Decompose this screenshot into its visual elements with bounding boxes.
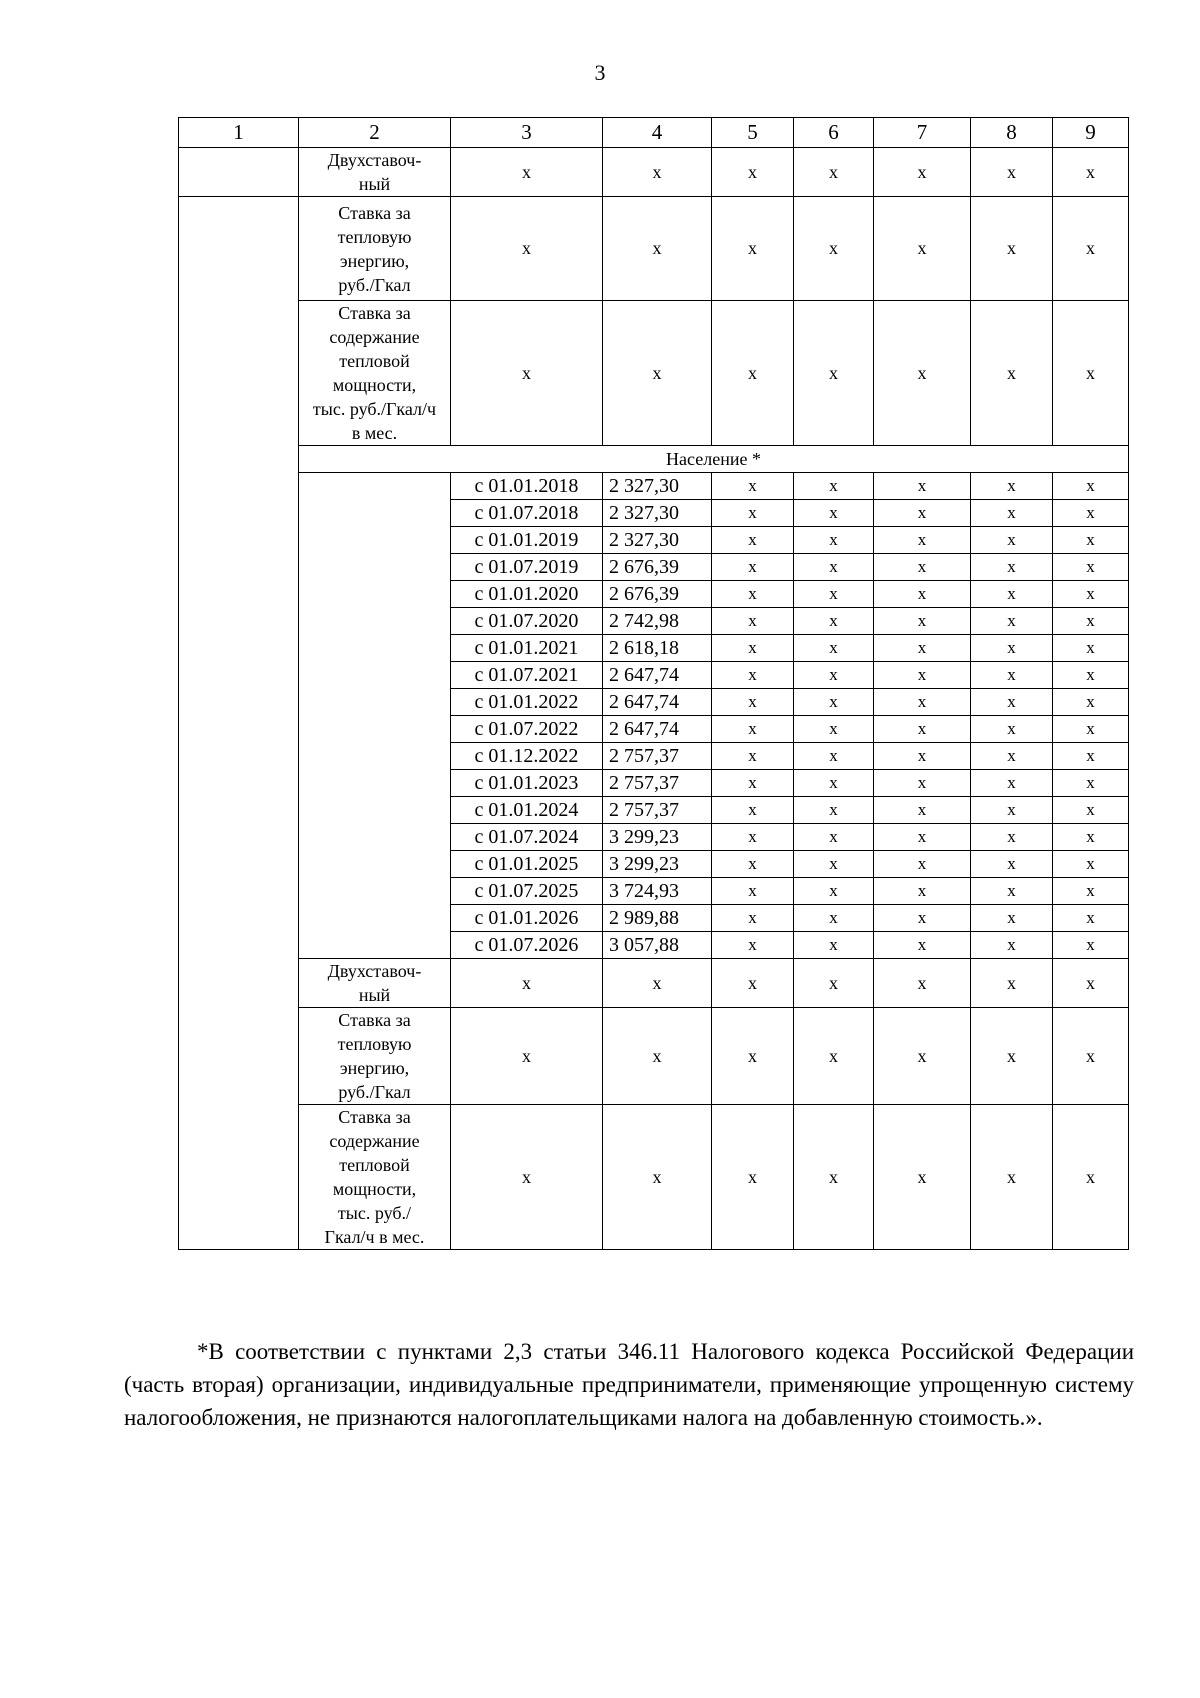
x-cell: x [971, 743, 1053, 770]
row-label [299, 301, 451, 446]
x-cell: x [794, 716, 874, 743]
x-cell: x [1053, 824, 1129, 851]
tariff-table [178, 117, 1129, 1250]
x-cell: x [874, 797, 971, 824]
x-cell: x [874, 148, 971, 197]
x-cell: x [712, 662, 794, 689]
row-label-line: тепловой [339, 1155, 410, 1175]
header-cell: 6 [794, 118, 874, 148]
x-cell: x [971, 878, 1053, 905]
x-cell: x [1053, 527, 1129, 554]
date-cell: с 01.01.2020 [451, 581, 603, 608]
tariff-value: 3 299,23 [603, 851, 712, 878]
x-cell: x [874, 500, 971, 527]
x-cell: x [712, 824, 794, 851]
x-cell: x [794, 1008, 874, 1105]
date-cell: с 01.12.2022 [451, 743, 603, 770]
x-cell: x [794, 1105, 874, 1250]
x-cell: x [874, 554, 971, 581]
tariff-value: 2 647,74 [603, 662, 712, 689]
x-cell: x [451, 1105, 603, 1250]
tariff-value: 3 724,93 [603, 878, 712, 905]
x-cell: x [603, 197, 712, 301]
x-cell: x [603, 148, 712, 197]
x-cell: x [971, 197, 1053, 301]
x-cell: x [451, 148, 603, 197]
x-cell: x [794, 770, 874, 797]
x-cell: x [712, 554, 794, 581]
x-cell: x [712, 301, 794, 446]
tariff-value: 2 647,74 [603, 716, 712, 743]
row-label [299, 1105, 451, 1250]
x-cell: x [712, 527, 794, 554]
x-cell: x [712, 878, 794, 905]
x-cell: x [874, 527, 971, 554]
x-cell: x [712, 1008, 794, 1105]
col1-merged-cell [179, 197, 299, 1250]
header-cell: 1 [179, 118, 299, 148]
tariff-value: 2 676,39 [603, 581, 712, 608]
date-cell: с 01.07.2026 [451, 932, 603, 959]
row-label-line: тепловую [337, 226, 412, 247]
x-cell: x [874, 878, 971, 905]
x-cell: x [971, 608, 1053, 635]
x-cell: x [1053, 851, 1129, 878]
x-cell: x [971, 148, 1053, 197]
row-label-line: тыс. руб./ [337, 1203, 412, 1223]
x-cell: x [971, 301, 1053, 446]
x-cell: x [874, 851, 971, 878]
x-cell: x [712, 959, 794, 1008]
x-cell: x [971, 554, 1053, 581]
x-cell: x [1053, 301, 1129, 446]
x-cell: x [1053, 148, 1129, 197]
row-label-line: мощности, [332, 375, 417, 395]
x-cell: x [794, 851, 874, 878]
tariff-value: 2 327,30 [603, 500, 712, 527]
x-cell: x [874, 1105, 971, 1250]
header-row [179, 118, 1129, 148]
x-cell: x [971, 689, 1053, 716]
x-cell: x [971, 662, 1053, 689]
header-cell: 2 [299, 118, 451, 148]
page-number: 3 [594, 60, 606, 85]
tariff-value: 2 618,18 [603, 635, 712, 662]
row-label-line: Ставка за [338, 1010, 411, 1030]
x-cell: x [712, 148, 794, 197]
population-row [179, 473, 1129, 500]
x-cell: x [712, 500, 794, 527]
x-cell: x [451, 959, 603, 1008]
tariff-row [179, 301, 1129, 446]
x-cell: x [874, 932, 971, 959]
x-cell: x [971, 635, 1053, 662]
x-cell: x [794, 500, 874, 527]
x-cell: x [874, 905, 971, 932]
date-cell: с 01.01.2024 [451, 797, 603, 824]
x-cell: x [794, 197, 874, 301]
row-label-line: Ставка за [338, 303, 411, 323]
header-cell: 3 [451, 118, 603, 148]
x-cell: x [1053, 608, 1129, 635]
x-cell: x [874, 608, 971, 635]
tariff-value: 3 057,88 [603, 932, 712, 959]
x-cell: x [451, 197, 603, 301]
header-cell: 9 [1053, 118, 1129, 148]
col2-merged-cell [299, 473, 451, 959]
x-cell: x [971, 716, 1053, 743]
col1-cell [179, 148, 299, 197]
x-cell: x [712, 770, 794, 797]
x-cell: x [712, 635, 794, 662]
row-label-line: ный [358, 985, 391, 1005]
x-cell: x [1053, 743, 1129, 770]
x-cell: x [712, 473, 794, 500]
tariff-row [179, 959, 1129, 1008]
row-label-line: тыс. руб./Гкал/ч [312, 399, 437, 419]
tariff-value: 2 989,88 [603, 905, 712, 932]
x-cell: x [1053, 197, 1129, 301]
row-label-line: Гкал/ч в мес. [324, 1227, 425, 1247]
x-cell: x [971, 770, 1053, 797]
x-cell: x [971, 851, 1053, 878]
section-title: Население * [299, 446, 1129, 473]
row-label-line: ный [358, 174, 391, 194]
x-cell: x [1053, 905, 1129, 932]
x-cell: x [971, 797, 1053, 824]
date-cell: с 01.01.2023 [451, 770, 603, 797]
x-cell: x [971, 581, 1053, 608]
tariff-value: 2 647,74 [603, 689, 712, 716]
date-cell: с 01.07.2021 [451, 662, 603, 689]
x-cell: x [794, 959, 874, 1008]
row-label-line: тепловую [337, 1034, 412, 1054]
x-cell: x [874, 1008, 971, 1105]
x-cell: x [1053, 932, 1129, 959]
x-cell: x [874, 635, 971, 662]
x-cell: x [794, 878, 874, 905]
x-cell: x [971, 473, 1053, 500]
x-cell: x [794, 905, 874, 932]
x-cell: x [874, 662, 971, 689]
section-row [179, 446, 1129, 473]
date-cell: с 01.07.2025 [451, 878, 603, 905]
x-cell: x [971, 932, 1053, 959]
header-cell: 7 [874, 118, 971, 148]
x-cell: x [712, 1105, 794, 1250]
x-cell: x [794, 662, 874, 689]
x-cell: x [603, 1105, 712, 1250]
tariff-value: 2 757,37 [603, 770, 712, 797]
tariff-value: 3 299,23 [603, 824, 712, 851]
tariff-value: 2 757,37 [603, 797, 712, 824]
x-cell: x [712, 797, 794, 824]
row-label-line: тепловой [339, 351, 410, 371]
tariff-value: 2 327,30 [603, 527, 712, 554]
x-cell: x [971, 824, 1053, 851]
x-cell: x [712, 851, 794, 878]
tariff-value: 2 757,37 [603, 743, 712, 770]
date-cell: с 01.07.2018 [451, 500, 603, 527]
x-cell: x [874, 959, 971, 1008]
row-label [299, 959, 451, 1008]
x-cell: x [794, 608, 874, 635]
x-cell: x [874, 716, 971, 743]
x-cell: x [794, 148, 874, 197]
x-cell: x [1053, 581, 1129, 608]
row-label-line: Ставка за [338, 1107, 411, 1127]
tariff-row [179, 1008, 1129, 1105]
x-cell: x [794, 635, 874, 662]
x-cell: x [712, 581, 794, 608]
x-cell: x [1053, 959, 1129, 1008]
x-cell: x [712, 608, 794, 635]
x-cell: x [712, 689, 794, 716]
x-cell: x [874, 301, 971, 446]
row-label [299, 1008, 451, 1105]
row-label-line: руб./Гкал [338, 274, 411, 295]
tariff-row [179, 1105, 1129, 1250]
x-cell: x [1053, 770, 1129, 797]
x-cell: x [794, 932, 874, 959]
date-cell: с 01.07.2019 [451, 554, 603, 581]
x-cell: x [1053, 554, 1129, 581]
row-label-line: мощности, [332, 1179, 417, 1199]
x-cell: x [971, 527, 1053, 554]
x-cell: x [794, 689, 874, 716]
x-cell: x [1053, 689, 1129, 716]
row-label-line: энергию, [339, 1058, 410, 1078]
x-cell: x [874, 689, 971, 716]
x-cell: x [874, 197, 971, 301]
x-cell: x [712, 905, 794, 932]
x-cell: x [794, 581, 874, 608]
tariff-row [179, 197, 1129, 301]
x-cell: x [603, 1008, 712, 1105]
row-label-line: Двухставоч- [327, 961, 422, 981]
x-cell: x [971, 1105, 1053, 1250]
date-cell: с 01.01.2018 [451, 473, 603, 500]
x-cell: x [451, 301, 603, 446]
row-label-line: руб./Гкал [338, 1082, 411, 1102]
tariff-value: 2 742,98 [603, 608, 712, 635]
row-label-line: энергию, [339, 250, 410, 271]
row-label-line: в мес. [351, 423, 398, 443]
x-cell: x [712, 743, 794, 770]
row-label-line: Ставка за [338, 202, 411, 223]
date-cell: с 01.01.2026 [451, 905, 603, 932]
x-cell: x [1053, 878, 1129, 905]
x-cell: x [794, 554, 874, 581]
row-label-line: содержание [329, 327, 420, 347]
x-cell: x [971, 959, 1053, 1008]
x-cell: x [794, 301, 874, 446]
x-cell: x [794, 824, 874, 851]
x-cell: x [1053, 500, 1129, 527]
x-cell: x [794, 743, 874, 770]
row-label-line: Двухставоч- [327, 150, 422, 170]
x-cell: x [712, 197, 794, 301]
x-cell: x [1053, 797, 1129, 824]
x-cell: x [1053, 1008, 1129, 1105]
x-cell: x [1053, 716, 1129, 743]
date-cell: с 01.01.2021 [451, 635, 603, 662]
row-label [299, 197, 451, 301]
x-cell: x [451, 1008, 603, 1105]
x-cell: x [874, 770, 971, 797]
date-cell: с 01.07.2020 [451, 608, 603, 635]
x-cell: x [1053, 662, 1129, 689]
x-cell: x [794, 473, 874, 500]
x-cell: x [1053, 473, 1129, 500]
date-cell: с 01.01.2022 [451, 689, 603, 716]
row-label [299, 148, 451, 197]
footnote: *В соответствии с пунктами 2,3 статьи 346.11 Налогового кодекса Российской Федерации (часть вторая) организации, индивидуальные предприниматели, применяющие упрощенную систему налогообложения, не признаются налогоплательщиками налога на добавленную стоимость.». [124, 1339, 1134, 1430]
date-cell: с 01.01.2025 [451, 851, 603, 878]
tariff-value: 2 327,30 [603, 473, 712, 500]
tariff-value: 2 676,39 [603, 554, 712, 581]
x-cell: x [794, 527, 874, 554]
x-cell: x [1053, 1105, 1129, 1250]
x-cell: x [874, 473, 971, 500]
x-cell: x [712, 932, 794, 959]
tariff-row [179, 148, 1129, 197]
header-cell: 8 [971, 118, 1053, 148]
x-cell: x [603, 301, 712, 446]
x-cell: x [712, 716, 794, 743]
header-cell: 5 [712, 118, 794, 148]
x-cell: x [874, 581, 971, 608]
x-cell: x [971, 1008, 1053, 1105]
x-cell: x [603, 959, 712, 1008]
x-cell: x [874, 824, 971, 851]
row-label-line: содержание [329, 1131, 420, 1151]
x-cell: x [971, 500, 1053, 527]
date-cell: с 01.07.2022 [451, 716, 603, 743]
header-cell: 4 [603, 118, 712, 148]
x-cell: x [794, 797, 874, 824]
x-cell: x [971, 905, 1053, 932]
date-cell: с 01.01.2019 [451, 527, 603, 554]
x-cell: x [1053, 635, 1129, 662]
date-cell: с 01.07.2024 [451, 824, 603, 851]
x-cell: x [874, 743, 971, 770]
